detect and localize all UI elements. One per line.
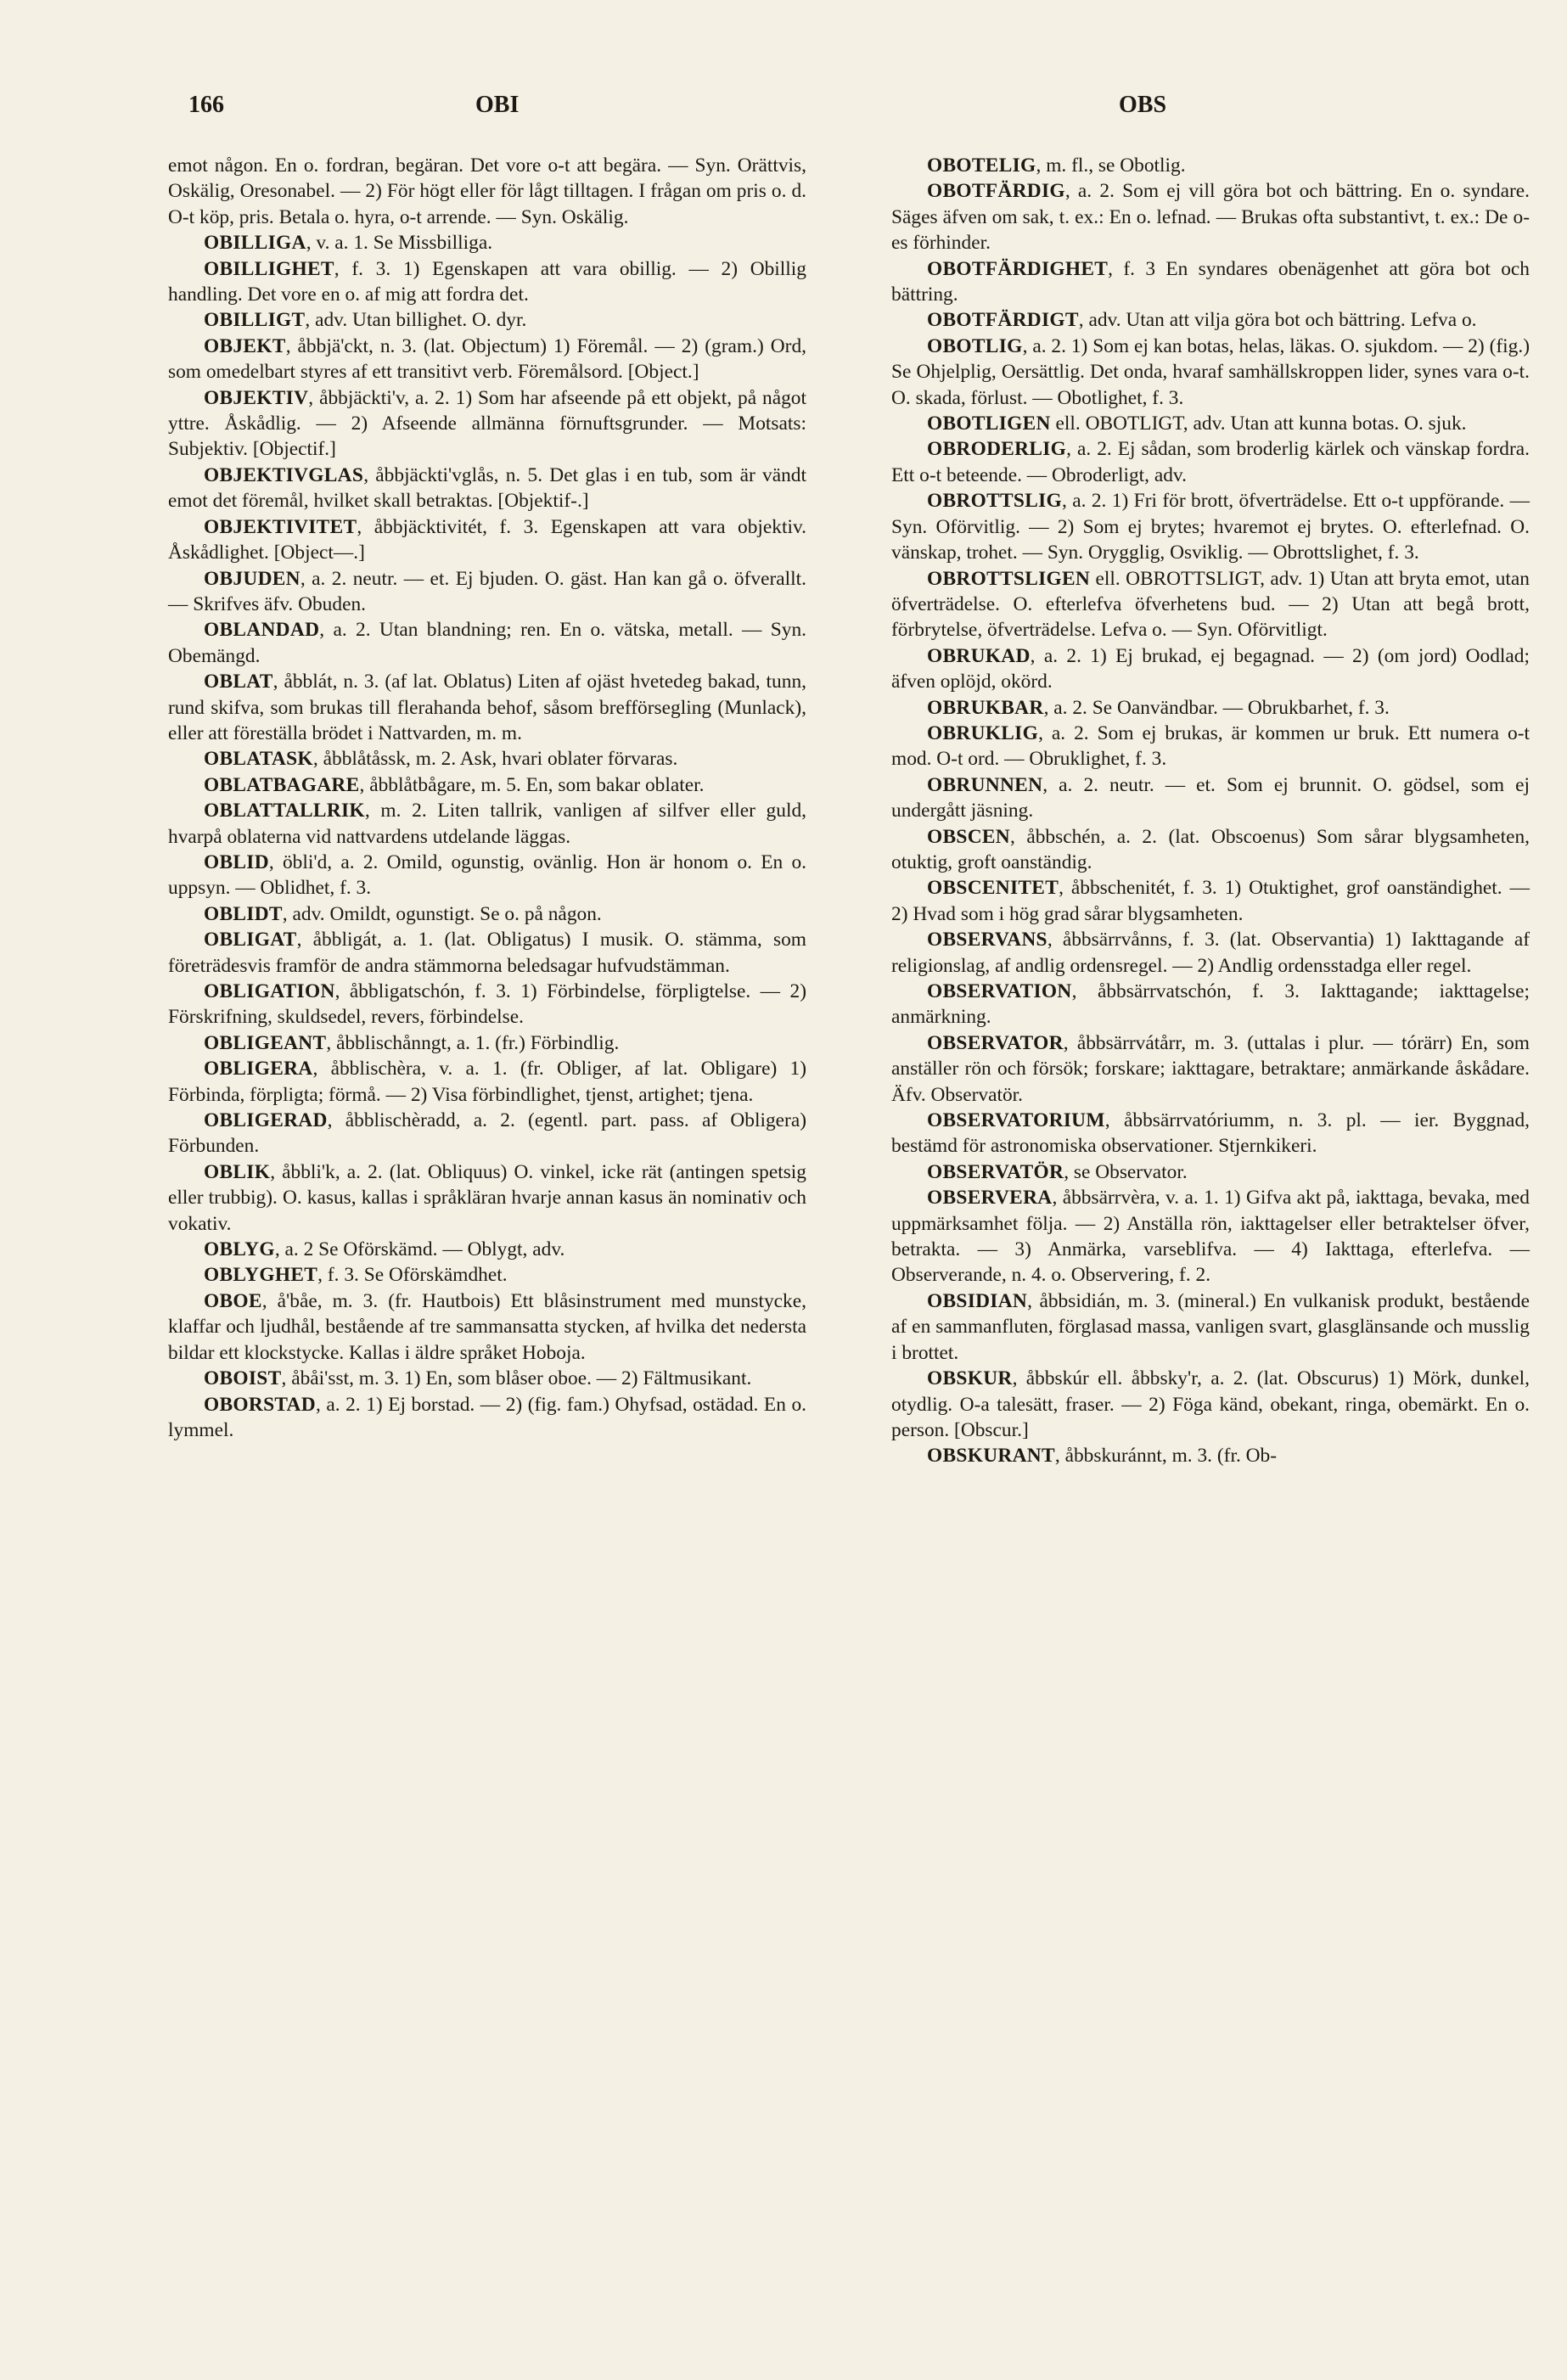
entry-definition: , adv. Utan billighet. O. dyr. [305, 309, 527, 332]
entry-headword: OBLYGHET [204, 1264, 318, 1287]
dictionary-entry [168, 617, 806, 669]
entry-headword: OBRUNNEN [927, 773, 1043, 796]
dictionary-entry [168, 334, 806, 385]
entry-headword: OBSERVATORIUM [927, 1109, 1105, 1132]
dictionary-entry [168, 1288, 806, 1366]
entry-headword: OBLAT [204, 671, 273, 693]
dictionary-entry [891, 1366, 1530, 1443]
entry-headword: OBLIGATION [204, 980, 335, 1002]
entry-definition: , åbblischèradd, a. 2. (egentl. part. pass. af Obligera) Förbunden. [168, 1109, 806, 1158]
dictionary-entry [168, 1262, 806, 1288]
dictionary-entry [891, 436, 1530, 488]
dictionary-entry [168, 1030, 806, 1056]
dictionary-entry [891, 307, 1530, 333]
entry-headword: OBRUKBAR [927, 696, 1044, 719]
entry-definition: , adv. Utan att vilja göra bot och bättring. Lefva o. [1078, 309, 1477, 332]
entry-definition: , a. 2. Utan blandning; ren. En o. vätska, metall. — Syn. Obemängd. [168, 619, 806, 667]
dictionary-entry [168, 514, 806, 566]
dictionary-entry [891, 927, 1530, 979]
entry-definition: , f. 3. Se Oförskämdhet. [317, 1264, 508, 1287]
dictionary-entry [168, 1237, 806, 1262]
entry-definition: , åbbskuránnt, m. 3. (fr. Ob- [1054, 1445, 1278, 1468]
dictionary-entry [891, 643, 1530, 695]
entry-definition: , åbbjäckti'v, a. 2. 1) Som har afseende på ett objekt, på något yttre. Åskådlig. — 2) Afseende allmänna förnuftsgrunder. — Motsats: Subjektiv. [Objectif.] [168, 386, 806, 461]
entry-headword: OBOTFÄRDIGHET [927, 257, 1109, 280]
entry-definition: , åbbskúr ell. åbbsky'r, a. 2. (lat. Obscurus) 1) Mörk, dunkel, otydlig. O-a talesätt, fraser. — 2) Föga känd, obekant, ringa, obemärkt. En o. person. [Obscur.] [891, 1367, 1530, 1441]
entry-definition: ell. OBROTTSLIGT, adv. 1) Utan att bryta emot, utan öfverträdelse. O. efterlefva öfverhetens bud. — 2) Utan att begå brott, förbrytelse, öfverträdelse. Lefva o. — Syn. Oförvitligt. [891, 567, 1530, 642]
entry-definition: , a. 2. Ej sådan, som broderlig kärlek och vänskap fordra. Ett o-t beteende. — Obroderligt, adv. [891, 438, 1530, 486]
entry-headword: OBOTELIG [927, 154, 1036, 177]
entry-headword: OBLIGEANT [204, 1031, 327, 1054]
entry-definition: , åbbsärrvatóriumm, n. 3. pl. — ier. Byggnad, bestämd för astronomiska observationer. Stjernkikeri. [891, 1109, 1530, 1158]
dictionary-entry [168, 256, 806, 308]
entry-headword: OBSERVATÖR [927, 1160, 1064, 1183]
left-column [168, 153, 806, 1443]
entry-headword: OBORSTAD [204, 1393, 316, 1416]
entry-headword: OBOTFÄRDIG [927, 180, 1065, 203]
dictionary-entry [891, 1443, 1530, 1468]
entry-headword: OBLIGERAD [204, 1109, 328, 1132]
dictionary-entry [168, 901, 806, 927]
entry-headword: OBSIDIAN [927, 1289, 1028, 1312]
entry-definition: , å'båe, m. 3. (fr. Hautbois) Ett blåsinstrument med munstycke, klaffar och ljudhål, bestående af tre sammansatta stycken, af hvilka det nedersta bildar ett klockstycke. Kallas i äldre språket Hoboja. [168, 1289, 806, 1364]
entry-definition: , a. 2. 1) Fri för brott, öfverträdelse. Ett o-t uppförande. — Syn. Oförvitlig. — 2) Som ej brytes; hvaremot ej brytes. O. efterlefnad. O. vänskap, trohet. — Syn. Orygglig, Osviklig. — Obrottslighet, f. 3. [891, 490, 1530, 564]
entry-definition: , m. fl., se Obotlig. [1036, 154, 1186, 177]
entry-headword: OBLIDT [204, 902, 283, 925]
entry-definition: , åbblischånngt, a. 1. (fr.) Förbindlig. [326, 1031, 620, 1054]
entry-definition: , a. 2. neutr. — et. Som ej brunnit. O. gödsel, som ej undergått jäsning. [891, 773, 1530, 822]
page-number: 166 [188, 92, 224, 118]
entry-definition: , a. 2. Som ej vill göra bot och bättring. En o. syndare. Säges äfven om sak, t. ex.: En o. lefnad. — Brukas ofta substantivt, t. ex.: De o-es förhinder. [891, 180, 1530, 255]
entry-headword: OBLID [204, 850, 269, 873]
dictionary-entry [891, 772, 1530, 824]
dictionary-entry [168, 1056, 806, 1108]
dictionary-entry [891, 1108, 1530, 1159]
entry-headword: OBROTTSLIGEN [927, 567, 1091, 590]
entry-definition: , se Observator. [1064, 1160, 1188, 1183]
entry-definition: , åbblåtåssk, m. 2. Ask, hvari oblater förvaras. [312, 748, 678, 771]
entry-definition: , åbbschén, a. 2. (lat. Obscoenus) Som sårar blygsamheten, otuktig, groft oanständig. [891, 825, 1530, 873]
entry-definition: , a. 2. Se Oanvändbar. — Obrukbarhet, f. 3. [1043, 696, 1390, 719]
entry-headword: OBILLIGHET [204, 257, 334, 280]
entry-headword: OBLIK [204, 1160, 271, 1183]
entry-definition: , åbbschenitét, f. 3. 1) Otuktighet, grof oanständighet. — 2) Hvad som i hög grad sårar blygsamheten. [891, 877, 1530, 925]
entry-definition: , åbåi'sst, m. 3. 1) En, som blåser oboe. — 2) Fältmusikant. [281, 1367, 752, 1390]
entry-headword: OBRUKAD [927, 644, 1031, 667]
entry-definition: , a. 2. 1) Som ej kan botas, helas, läkas. O. sjukdom. — 2) (fig.) Se Ohjelplig, Oersättlig. Det onda, hvaraf samhällskroppen lider, synes vara o-t. O. skada, förlust. — Obotlighet, f. 3. [891, 334, 1530, 409]
dictionary-entry [891, 1288, 1530, 1366]
entry-definition: , åbbligát, a. 1. (lat. Obligatus) I musik. O. stämma, som företrädesvis framför de andra stämmorna beledsagar hufvudstämman. [168, 929, 806, 977]
dictionary-entry [168, 1366, 806, 1391]
dictionary-entry [891, 1185, 1530, 1288]
entry-headword: OBROTTSLIG [927, 490, 1062, 513]
entry-definition: , åbblát, n. 3. (af lat. Oblatus) Liten af ojäst hvetedeg bakad, tunn, rund skifva, som brukas till flerahanda behof, såsom brefförsegling (Munlack), eller att föreställa brödet i Nattvarden, m. m. [168, 671, 806, 744]
entry-headword: OBOE [204, 1289, 262, 1312]
dictionary-entry [891, 334, 1530, 411]
entry-headword: OBSCENITET [927, 877, 1059, 900]
dictionary-entry [168, 566, 806, 618]
entry-definition: , a. 2. Som ej brukas, är kommen ur bruk. Ett numera o-t mod. O-t ord. — Obruklighet, f. 3. [891, 721, 1530, 771]
entry-headword: OBLIGAT [204, 929, 297, 951]
entry-definition: , åbbli'k, a. 2. (lat. Obliquus) O. vinkel, icke rät (antingen spetsig eller trubbig). O. kasus, kallas i språkläran hvarje annan kasus än nominativ och vokativ. [168, 1160, 806, 1235]
dictionary-entry [168, 1108, 806, 1159]
entry-headword: OBSKURANT [927, 1445, 1055, 1468]
entry-definition: , adv. Omildt, ogunstigt. Se o. på någon. [282, 902, 602, 925]
dictionary-entry [891, 153, 1530, 178]
dictionary-entry [168, 463, 806, 514]
dictionary-entry [891, 256, 1530, 308]
dictionary-entry [891, 411, 1530, 436]
entry-definition: , åbblåtbågare, m. 5. En, som bakar oblater. [359, 773, 705, 796]
entry-definition: , åbbjä'ckt, n. 3. (lat. Objectum) 1) Föremål. — 2) (gram.) Ord, som omedelbart styres af ett transitivt verb. Föremålsord. [Object.] [168, 334, 806, 384]
entry-headword: OBSCEN [927, 825, 1010, 848]
dictionary-entry [168, 385, 806, 463]
entry-headword: OBOTLIG [927, 334, 1023, 357]
dictionary-entry [168, 927, 806, 979]
entry-definition: , f. 3. 1) Egenskapen att vara obillig. — 2) Obillig handling. Det vore en o. af mig att fordra det. [168, 257, 806, 306]
entry-definition: , åbbsidián, m. 3. (mineral.) En vulkanisk produkt, bestående af en sammanfluten, förglasad massa, vanligen svart, glasglänsande och musslig i brottet. [891, 1289, 1530, 1364]
page-header [0, 92, 1567, 126]
entry-definition: , åbbjäcktivitét, f. 3. Egenskapen att vara objektiv. Åskådlighet. [Object—.] [168, 515, 806, 564]
entry-definition: emot någon. En o. fordran, begäran. Det vore o-t att begära. — Syn. Orättvis, Oskälig, Oresonabel. — 2) För högt eller för lågt tilltagen. I frågan om pris o. d. O-t köp, pris. Betala o. hyra, o-t arrende. — Syn. Oskälig. [168, 154, 806, 228]
entry-headword: OBLANDAD [204, 619, 320, 642]
entry-definition: , åbbjäckti'vglås, n. 5. Det glas i en tub, som är vändt emot det föremål, hvilket skall betraktas. [Objektif-.] [168, 463, 806, 513]
entry-headword: OBRUKLIG [927, 721, 1039, 744]
dictionary-entry [891, 1159, 1530, 1185]
entry-headword: OBSKUR [927, 1367, 1013, 1390]
entry-definition: , a. 2. 1) Ej brukad, ej begagnad. — 2) (om jord) Oodlad; äfven oplöjd, okörd. [891, 644, 1530, 693]
entry-definition: , åbbligatschón, f. 3. 1) Förbindelse, förpligtelse. — 2) Förskrifning, skuldsedel, revers, förbindelse. [168, 980, 806, 1029]
dictionary-entry [891, 875, 1530, 927]
entry-headword: OBILLIGA [204, 232, 306, 255]
entry-headword: OBOIST [204, 1367, 282, 1390]
dictionary-entry [168, 772, 806, 798]
dictionary-entry [168, 1159, 806, 1237]
dictionary-entry [168, 669, 806, 746]
entry-definition: , åbbsärrvèra, v. a. 1. 1) Gifva akt på, iakttaga, bevaka, med uppmärksamhet följa. — 2) Anställa rön, iakttagelser eller betraktelser öfver, betrakta. — 3) Anmärka, varseblifva. — 4) Iakttaga, efterlefva. — Observerande, n. 4. o. Observering, f. 2. [891, 1187, 1530, 1287]
entry-headword: OBSERVANS [927, 929, 1047, 951]
right-column [891, 153, 1530, 1469]
dictionary-entry [891, 1030, 1530, 1108]
dictionary-entry [168, 1392, 806, 1444]
entry-definition: ell. OBOTLIGT, adv. Utan att kunna botas. O. sjuk. [1050, 413, 1467, 435]
dictionary-entry [891, 695, 1530, 721]
entry-headword: OBLATTALLRIK [204, 800, 365, 822]
entry-headword: OBSERVERA [927, 1187, 1053, 1210]
entry-headword: OBJEKTIVITET [204, 515, 357, 538]
entry-headword: OBOTLIGEN [927, 413, 1051, 435]
dictionary-entry [168, 979, 806, 1030]
entry-headword: OBOTFÄRDIGT [927, 309, 1079, 332]
entry-definition: , åbbsärrvatschón, f. 3. Iakttagande; iakttagelse; anmärkning. [891, 980, 1530, 1029]
entry-headword: OBJEKT [204, 334, 286, 357]
guide-word-left: OBI [475, 92, 520, 118]
entry-definition: , f. 3 En syndares obenägenhet att göra bot och bättring. [891, 257, 1530, 306]
guide-word-right: OBS [1119, 92, 1167, 118]
entry-headword: OBSERVATOR [927, 1031, 1064, 1054]
dictionary-entry [891, 488, 1530, 565]
entry-definition: , öbli'd, a. 2. Omild, ogunstig, ovänlig. Hon är honom o. En o. uppsyn. — Oblidhet, f. 3. [168, 850, 806, 900]
entry-definition: , a. 2 Se Oförskämd. — Oblygt, adv. [274, 1238, 565, 1261]
entry-headword: OBILLIGT [204, 309, 306, 332]
entry-headword: OBRODERLIG [927, 438, 1067, 461]
dictionary-entry [168, 798, 806, 850]
entry-definition: , åbbsärrvátårr, m. 3. (uttalas i plur. — tórärr) En, som anställer rön och försök; forskare; iakttagare, betraktare; anmärkande åskådare. Äfv. Observatör. [891, 1031, 1530, 1106]
dictionary-entry [168, 153, 806, 230]
entry-headword: OBLIGERA [204, 1058, 313, 1081]
dictionary-entry [891, 824, 1530, 876]
entry-headword: OBLATASK [204, 748, 313, 771]
entry-definition: , åbbsärrvånns, f. 3. (lat. Observantia) 1) Iakttagande af religionslag, af andlig ordensregel. — 2) Andlig ordensstadga eller regel. [891, 929, 1530, 977]
dictionary-entry [891, 566, 1530, 643]
dictionary-entry [168, 230, 806, 255]
entry-headword: OBSERVATION [927, 980, 1072, 1002]
entry-headword: OBLATBAGARE [204, 773, 360, 796]
entry-definition: , m. 2. Liten tallrik, vanligen af silfver eller guld, hvarpå oblaterna vid nattvardens utdelande läggas. [168, 800, 806, 848]
entry-headword: OBJEKTIV [204, 386, 309, 409]
entry-headword: OBJEKTIVGLAS [204, 463, 364, 486]
entry-definition: , åbblischèra, v. a. 1. (fr. Obliger, af lat. Obligare) 1) Förbinda, förpligta; förmå. — 2) Visa förbindlighet, tjenst, artighet; tjena. [168, 1058, 806, 1106]
dictionary-entry [891, 979, 1530, 1030]
entry-definition: , a. 2. 1) Ej borstad. — 2) (fig. fam.) Ohyfsad, ostädad. En o. lymmel. [168, 1393, 806, 1441]
dictionary-entry [168, 746, 806, 772]
entry-definition: , v. a. 1. Se Missbilliga. [306, 232, 493, 255]
dictionary-entry [168, 307, 806, 333]
dictionary-entry [891, 178, 1530, 255]
dictionary-entry [168, 850, 806, 901]
entry-headword: OBJUDEN [204, 567, 300, 590]
dictionary-entry [891, 721, 1530, 772]
entry-headword: OBLYG [204, 1238, 275, 1261]
entry-definition: , a. 2. neutr. — et. Ej bjuden. O. gäst. Han kan gå o. öfverallt. — Skrifves äfv. Obuden. [168, 567, 806, 615]
